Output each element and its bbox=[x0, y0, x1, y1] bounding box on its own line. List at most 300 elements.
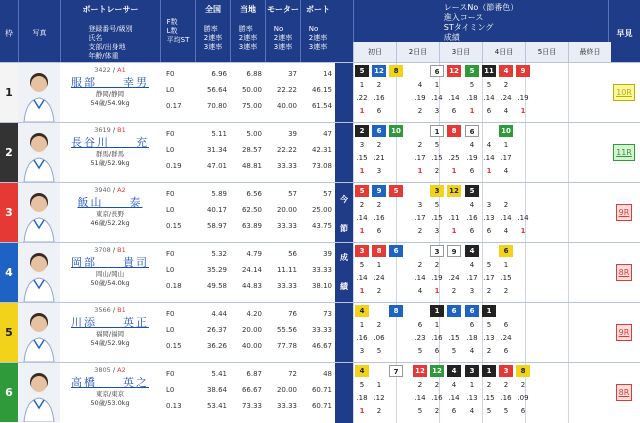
motor-value: 39 bbox=[288, 130, 297, 138]
stat-motor bbox=[265, 242, 300, 302]
race-number-box: 4 bbox=[355, 305, 369, 317]
racer-name-link[interactable]: 服部 幸男 bbox=[71, 76, 149, 89]
tochi-value: 73.33 bbox=[241, 402, 262, 410]
stat-motor bbox=[265, 62, 300, 122]
st-timing: .14 bbox=[483, 154, 495, 162]
tochi-value: 6.87 bbox=[246, 370, 262, 378]
course-value: 1 bbox=[434, 321, 440, 329]
zen-value: 58.97 bbox=[206, 222, 227, 230]
race-number-box: 9 bbox=[447, 245, 461, 257]
st-timing: .16 bbox=[431, 394, 443, 402]
stat-boat bbox=[300, 362, 335, 422]
st-timing: .14 bbox=[448, 394, 460, 402]
fl-value: L0 bbox=[166, 326, 175, 334]
stat-tochi bbox=[230, 362, 265, 422]
course-value: 2 bbox=[417, 141, 423, 149]
race-number-box: 6 bbox=[389, 245, 403, 257]
zen-value: 4.44 bbox=[211, 310, 227, 318]
racer-info: 3708 / B1 岡部 貴司 岡山/岡山 50歳/54.0kg bbox=[60, 242, 160, 302]
hayami-race-link[interactable]: 11R bbox=[613, 144, 635, 161]
course-value: 3 bbox=[359, 141, 365, 149]
race-number-box: 9 bbox=[372, 185, 386, 197]
finish-position: 5 bbox=[376, 347, 382, 355]
st-timing: .15 bbox=[356, 154, 368, 162]
stat-zen bbox=[195, 182, 230, 242]
race-number-box: 12 bbox=[372, 65, 386, 77]
st-timing: .18 bbox=[466, 94, 478, 102]
header-motor: モーター No 2連率 3連率 bbox=[265, 0, 300, 62]
fl-value: F0 bbox=[166, 70, 175, 78]
racer-info: 3940 / A2 飯山 泰 東京/長野 46歳/52.2kg bbox=[60, 182, 160, 242]
race-number-box: 1 bbox=[430, 125, 444, 137]
racer-name-link[interactable]: 岡部 貴司 bbox=[71, 256, 149, 269]
race-number-box: 4 bbox=[499, 65, 513, 77]
stat-motor bbox=[265, 362, 300, 422]
finish-position: 5 bbox=[451, 347, 457, 355]
racer-class: A2 bbox=[117, 366, 126, 374]
course-value: 1 bbox=[469, 381, 475, 389]
header-tochi: 当地 勝率 2連率 3連率 bbox=[230, 0, 265, 62]
tochi-value: 62.50 bbox=[241, 206, 262, 214]
boat-value: 60.71 bbox=[311, 386, 332, 394]
fl-value: 0.17 bbox=[166, 102, 182, 110]
stat-zen bbox=[195, 302, 230, 362]
course-value: 2 bbox=[503, 201, 509, 209]
motor-value: 22.22 bbox=[276, 146, 297, 154]
finish-position: 5 bbox=[417, 407, 423, 415]
zen-value: 70.80 bbox=[206, 102, 227, 110]
fl-value: F0 bbox=[166, 190, 175, 198]
course-value: 2 bbox=[417, 381, 423, 389]
finish-position: 1 bbox=[359, 167, 365, 175]
race-number-box: 6 bbox=[465, 125, 479, 137]
day-header: 初日 bbox=[353, 42, 396, 62]
motor-value: 55.56 bbox=[276, 326, 297, 334]
racer-row-divider bbox=[0, 302, 640, 303]
series-side-label: 今 節 成 績 bbox=[335, 62, 353, 423]
fl-value: F0 bbox=[166, 310, 175, 318]
course-value: 6 bbox=[469, 321, 475, 329]
st-timing: .14 bbox=[356, 274, 368, 282]
racer-photo bbox=[18, 362, 60, 422]
motor-value: 72 bbox=[288, 370, 297, 378]
hayami-race-link[interactable]: 10R bbox=[613, 84, 635, 101]
st-timing: .24 bbox=[373, 274, 385, 282]
finish-position: 4 bbox=[469, 407, 475, 415]
race-number-box: 3 bbox=[355, 245, 369, 257]
st-timing: .19 bbox=[431, 274, 443, 282]
header-zenkoku: 全国 勝率 2連率 3連率 bbox=[195, 0, 230, 62]
st-timing: .24 bbox=[500, 334, 512, 342]
course-value: 2 bbox=[503, 381, 509, 389]
st-timing: .14 bbox=[431, 94, 443, 102]
st-timing: .21 bbox=[373, 154, 385, 162]
finish-position: 4 bbox=[417, 287, 423, 295]
motor-value: 77.78 bbox=[276, 342, 297, 350]
motor-value: 33.33 bbox=[276, 162, 297, 170]
zen-value: 5.32 bbox=[211, 250, 227, 258]
race-number-box: 12 bbox=[447, 185, 461, 197]
motor-value: 20.00 bbox=[276, 206, 297, 214]
st-timing: .15 bbox=[431, 214, 443, 222]
finish-position: 2 bbox=[503, 287, 509, 295]
course-value: 2 bbox=[503, 81, 509, 89]
race-number-box: 2 bbox=[355, 125, 369, 137]
zen-value: 49.58 bbox=[206, 282, 227, 290]
racer-photo bbox=[18, 182, 60, 242]
stat-boat bbox=[300, 242, 335, 302]
hayami-race-link[interactable]: 9R bbox=[616, 324, 633, 341]
hayami-race-link[interactable]: 8R bbox=[616, 384, 633, 401]
boat-value: 47 bbox=[323, 130, 332, 138]
zen-value: 56.64 bbox=[206, 86, 227, 94]
finish-position: 6 bbox=[469, 227, 475, 235]
finish-position: 6 bbox=[451, 407, 457, 415]
st-timing: .16 bbox=[431, 334, 443, 342]
racer-age: 50歳/54.0kg bbox=[90, 279, 130, 287]
zen-value: 36.26 bbox=[206, 342, 227, 350]
course-value: 1 bbox=[359, 321, 365, 329]
finish-position: 3 bbox=[376, 167, 382, 175]
course-value: 2 bbox=[434, 381, 440, 389]
day-header: 2日目 bbox=[396, 42, 439, 62]
race-number-box: 5 bbox=[389, 185, 403, 197]
racer-info: 3422 / A1 服部 幸男 静岡/静岡 54歳/54.9kg bbox=[60, 62, 160, 122]
racer-info: 3619 / B1 長谷川 充 群馬/群馬 51歳/52.9kg bbox=[60, 122, 160, 182]
racer-home: 静岡/静岡 bbox=[95, 90, 125, 98]
st-timing: .15 bbox=[431, 154, 443, 162]
race-number-box: 11 bbox=[482, 65, 496, 77]
st-timing: .22 bbox=[356, 94, 368, 102]
racer-reg: 3566 bbox=[94, 306, 111, 314]
racer-row-divider bbox=[0, 122, 640, 123]
racer-reg: 3422 bbox=[94, 66, 111, 74]
race-number-box: 5 bbox=[465, 185, 479, 197]
race-number-box: 8 bbox=[372, 245, 386, 257]
race-number-box: 10 bbox=[499, 125, 513, 137]
tochi-value: 44.83 bbox=[241, 282, 262, 290]
boat-value: 25.00 bbox=[311, 206, 332, 214]
race-number-box: 1 bbox=[482, 365, 496, 377]
motor-value: 20.00 bbox=[276, 386, 297, 394]
finish-position: 1 bbox=[469, 107, 475, 115]
racer-age: 54歳/52.9kg bbox=[90, 339, 130, 347]
boat-value: 57 bbox=[323, 190, 332, 198]
hayami-race-link[interactable]: 8R bbox=[616, 264, 633, 281]
st-timing: .13 bbox=[483, 334, 495, 342]
st-timing: .14 bbox=[448, 94, 460, 102]
course-value: 3 bbox=[486, 201, 492, 209]
boat-value: 73.08 bbox=[311, 162, 332, 170]
zen-value: 35.29 bbox=[206, 266, 227, 274]
stat-zen bbox=[195, 122, 230, 182]
zen-value: 38.64 bbox=[206, 386, 227, 394]
st-timing: .14 bbox=[414, 394, 426, 402]
finish-position: 2 bbox=[376, 287, 382, 295]
st-timing: .18 bbox=[466, 334, 478, 342]
fl-value: 0.15 bbox=[166, 342, 182, 350]
race-number-box: 4 bbox=[355, 365, 369, 377]
finish-position: 1 bbox=[486, 167, 492, 175]
motor-value: 56 bbox=[288, 250, 297, 258]
st-timing: .17 bbox=[414, 214, 426, 222]
finish-position: 5 bbox=[503, 407, 509, 415]
stat-boat bbox=[300, 122, 335, 182]
finish-position: 4 bbox=[469, 347, 475, 355]
zen-value: 53.41 bbox=[206, 402, 227, 410]
header-hayami: 早見 bbox=[608, 0, 640, 62]
race-number-box: 6 bbox=[465, 305, 479, 317]
course-value: 1 bbox=[359, 81, 365, 89]
st-timing: .19 bbox=[466, 154, 478, 162]
finish-position: 4 bbox=[503, 227, 509, 235]
waku-number: 3 bbox=[0, 182, 18, 242]
finish-position: 1 bbox=[359, 227, 365, 235]
st-timing: .25 bbox=[448, 154, 460, 162]
finish-position: 6 bbox=[503, 347, 509, 355]
st-timing: .13 bbox=[466, 394, 478, 402]
stat-motor bbox=[265, 182, 300, 242]
finish-position: 3 bbox=[434, 107, 440, 115]
finish-position: 1 bbox=[520, 107, 526, 115]
racer-reg: 3940 bbox=[94, 186, 111, 194]
finish-position: 1 bbox=[359, 287, 365, 295]
zen-value: 5.41 bbox=[211, 370, 227, 378]
boat-value: 14 bbox=[323, 70, 332, 78]
course-value: 4 bbox=[451, 381, 457, 389]
motor-value: 76 bbox=[288, 310, 297, 318]
race-number-box: 6 bbox=[499, 245, 513, 257]
race-number-box: 8 bbox=[516, 365, 530, 377]
st-timing: .19 bbox=[414, 94, 426, 102]
waku-number: 5 bbox=[0, 302, 18, 362]
motor-value: 57 bbox=[288, 190, 297, 198]
course-value: 6 bbox=[503, 321, 509, 329]
stat-zen bbox=[195, 62, 230, 122]
finish-position: 2 bbox=[486, 347, 492, 355]
stat-boat bbox=[300, 62, 335, 122]
day-header: 5日目 bbox=[525, 42, 568, 62]
stat-zen bbox=[195, 242, 230, 302]
race-number-box: 5 bbox=[465, 65, 479, 77]
finish-position: 5 bbox=[486, 407, 492, 415]
finish-position: 3 bbox=[434, 227, 440, 235]
course-value: 1 bbox=[376, 261, 382, 269]
course-value: 2 bbox=[434, 261, 440, 269]
racer-reg: 3708 bbox=[94, 246, 111, 254]
hayami-race-link[interactable]: 9R bbox=[616, 204, 633, 221]
racer-photo bbox=[18, 122, 60, 182]
stat-tochi bbox=[230, 62, 265, 122]
racer-row-divider bbox=[0, 242, 640, 243]
finish-position: 6 bbox=[486, 107, 492, 115]
tochi-value: 24.14 bbox=[241, 266, 262, 274]
stat-tochi bbox=[230, 302, 265, 362]
course-value: 5 bbox=[486, 321, 492, 329]
course-value: 2 bbox=[376, 81, 382, 89]
finish-position: 1 bbox=[359, 407, 365, 415]
course-value: 2 bbox=[359, 201, 365, 209]
hayami-cell bbox=[608, 122, 640, 182]
race-number-box: 8 bbox=[389, 65, 403, 77]
racer-home: 東京/長野 bbox=[95, 210, 125, 218]
st-timing: .23 bbox=[414, 334, 426, 342]
stat-tochi bbox=[230, 122, 265, 182]
tochi-value: 75.00 bbox=[241, 102, 262, 110]
racer-class: B1 bbox=[117, 306, 126, 314]
finish-position: 2 bbox=[434, 407, 440, 415]
tochi-value: 63.89 bbox=[241, 222, 262, 230]
race-number-box: 3 bbox=[430, 245, 444, 257]
boat-value: 39 bbox=[323, 250, 332, 258]
course-value: 1 bbox=[376, 381, 382, 389]
zen-value: 5.11 bbox=[211, 130, 227, 138]
fl-value: 0.15 bbox=[166, 222, 182, 230]
race-number-box: 5 bbox=[355, 185, 369, 197]
header-gap bbox=[335, 0, 353, 62]
racer-age: 46歳/52.2kg bbox=[90, 219, 130, 227]
course-value: 4 bbox=[486, 141, 492, 149]
fl-value: L0 bbox=[166, 146, 175, 154]
st-timing: .12 bbox=[373, 394, 385, 402]
st-timing: .24 bbox=[500, 94, 512, 102]
racer-home: 東京/東京 bbox=[95, 390, 125, 398]
finish-position: 3 bbox=[359, 347, 365, 355]
racer-name-link[interactable]: 長谷川 充 bbox=[71, 136, 149, 149]
finish-position: 4 bbox=[503, 167, 509, 175]
st-timing: .14 bbox=[483, 94, 495, 102]
race-number-box: 12 bbox=[413, 365, 427, 377]
fl-value: F0 bbox=[166, 250, 175, 258]
st-timing: .17 bbox=[483, 274, 495, 282]
tochi-value: 48.81 bbox=[241, 162, 262, 170]
course-value: 4 bbox=[469, 261, 475, 269]
boat-value: 33.33 bbox=[311, 326, 332, 334]
boat-value: 42.31 bbox=[311, 146, 332, 154]
finish-position: 6 bbox=[434, 347, 440, 355]
st-timing: .15 bbox=[483, 394, 495, 402]
finish-position: 4 bbox=[503, 107, 509, 115]
finish-position: 6 bbox=[376, 227, 382, 235]
finish-position: 1 bbox=[417, 167, 423, 175]
stat-motor bbox=[265, 302, 300, 362]
stat-fl bbox=[160, 362, 195, 422]
zen-value: 5.89 bbox=[211, 190, 227, 198]
race-number-box: 3 bbox=[465, 365, 479, 377]
day-header: 3日目 bbox=[439, 42, 482, 62]
course-value: 5 bbox=[469, 81, 475, 89]
boat-value: 60.71 bbox=[311, 402, 332, 410]
stat-boat bbox=[300, 302, 335, 362]
course-value: 5 bbox=[486, 81, 492, 89]
st-timing: .14 bbox=[517, 214, 529, 222]
race-number-box: 4 bbox=[447, 365, 461, 377]
stat-fl bbox=[160, 62, 195, 122]
racer-name-link[interactable]: 川添 英正 bbox=[71, 316, 149, 329]
tochi-value: 4.20 bbox=[246, 310, 262, 318]
course-value: 3 bbox=[417, 201, 423, 209]
course-value: 2 bbox=[376, 141, 382, 149]
finish-position: 2 bbox=[376, 407, 382, 415]
stat-fl bbox=[160, 182, 195, 242]
race-number-box: 8 bbox=[389, 305, 403, 317]
st-timing: .11 bbox=[448, 214, 460, 222]
hayami-cell bbox=[608, 302, 640, 362]
motor-value: 33.33 bbox=[276, 282, 297, 290]
header-series: レースNo（節番色） 進入コース STタイミング 成績 bbox=[353, 0, 608, 42]
boat-value: 46.15 bbox=[311, 86, 332, 94]
header-photo: 写真 bbox=[18, 0, 60, 62]
stat-fl bbox=[160, 302, 195, 362]
race-number-box: 3 bbox=[499, 365, 513, 377]
st-timing: .09 bbox=[517, 394, 529, 402]
racer-row-divider bbox=[0, 362, 640, 363]
race-number-box: 5 bbox=[355, 65, 369, 77]
st-timing: .19 bbox=[517, 94, 529, 102]
zen-value: 47.01 bbox=[206, 162, 227, 170]
st-timing: .16 bbox=[373, 214, 385, 222]
header-fl: F数 L数 平均ST bbox=[160, 0, 195, 62]
course-value: 1 bbox=[503, 141, 509, 149]
course-value: 6 bbox=[417, 321, 423, 329]
waku-number: 2 bbox=[0, 122, 18, 182]
hayami-cell bbox=[608, 182, 640, 242]
st-timing: .16 bbox=[466, 214, 478, 222]
race-number-box: 7 bbox=[389, 365, 403, 377]
tochi-value: 4.79 bbox=[246, 250, 262, 258]
race-number-box: 6 bbox=[447, 305, 461, 317]
racer-home: 群馬/群馬 bbox=[95, 150, 125, 158]
fl-value: 0.13 bbox=[166, 402, 182, 410]
course-value: 2 bbox=[486, 381, 492, 389]
course-value: 5 bbox=[434, 141, 440, 149]
zen-value: 26.37 bbox=[206, 326, 227, 334]
waku-number: 6 bbox=[0, 362, 18, 422]
racer-age: 50歳/53.0kg bbox=[90, 399, 130, 407]
finish-position: 1 bbox=[359, 107, 365, 115]
stat-tochi bbox=[230, 182, 265, 242]
racer-name-link[interactable]: 高橋 英之 bbox=[71, 376, 149, 389]
stat-fl bbox=[160, 242, 195, 302]
race-number-box: 12 bbox=[447, 65, 461, 77]
stat-motor bbox=[265, 122, 300, 182]
st-timing: .17 bbox=[414, 154, 426, 162]
motor-value: 33.33 bbox=[276, 222, 297, 230]
motor-value: 33.33 bbox=[276, 402, 297, 410]
course-value: 1 bbox=[434, 81, 440, 89]
course-value: 5 bbox=[359, 261, 365, 269]
st-timing: .17 bbox=[500, 154, 512, 162]
fl-value: L0 bbox=[166, 206, 175, 214]
tochi-value: 5.00 bbox=[246, 130, 262, 138]
racer-name-link[interactable]: 飯山 泰 bbox=[77, 196, 143, 209]
racer-age: 54歳/54.9kg bbox=[90, 99, 130, 107]
motor-value: 37 bbox=[288, 70, 297, 78]
course-value: 4 bbox=[469, 201, 475, 209]
finish-position: 6 bbox=[451, 107, 457, 115]
finish-position: 1 bbox=[451, 227, 457, 235]
course-value: 2 bbox=[417, 261, 423, 269]
finish-position: 6 bbox=[376, 107, 382, 115]
racer-class: B1 bbox=[117, 126, 126, 134]
st-timing: .16 bbox=[500, 394, 512, 402]
finish-position: 5 bbox=[417, 347, 423, 355]
st-timing: .18 bbox=[356, 394, 368, 402]
course-value: 5 bbox=[486, 261, 492, 269]
tochi-value: 28.57 bbox=[241, 146, 262, 154]
racer-info: 3805 / A2 高橋 英之 東京/東京 50歳/53.0kg bbox=[60, 362, 160, 422]
waku-number: 4 bbox=[0, 242, 18, 302]
